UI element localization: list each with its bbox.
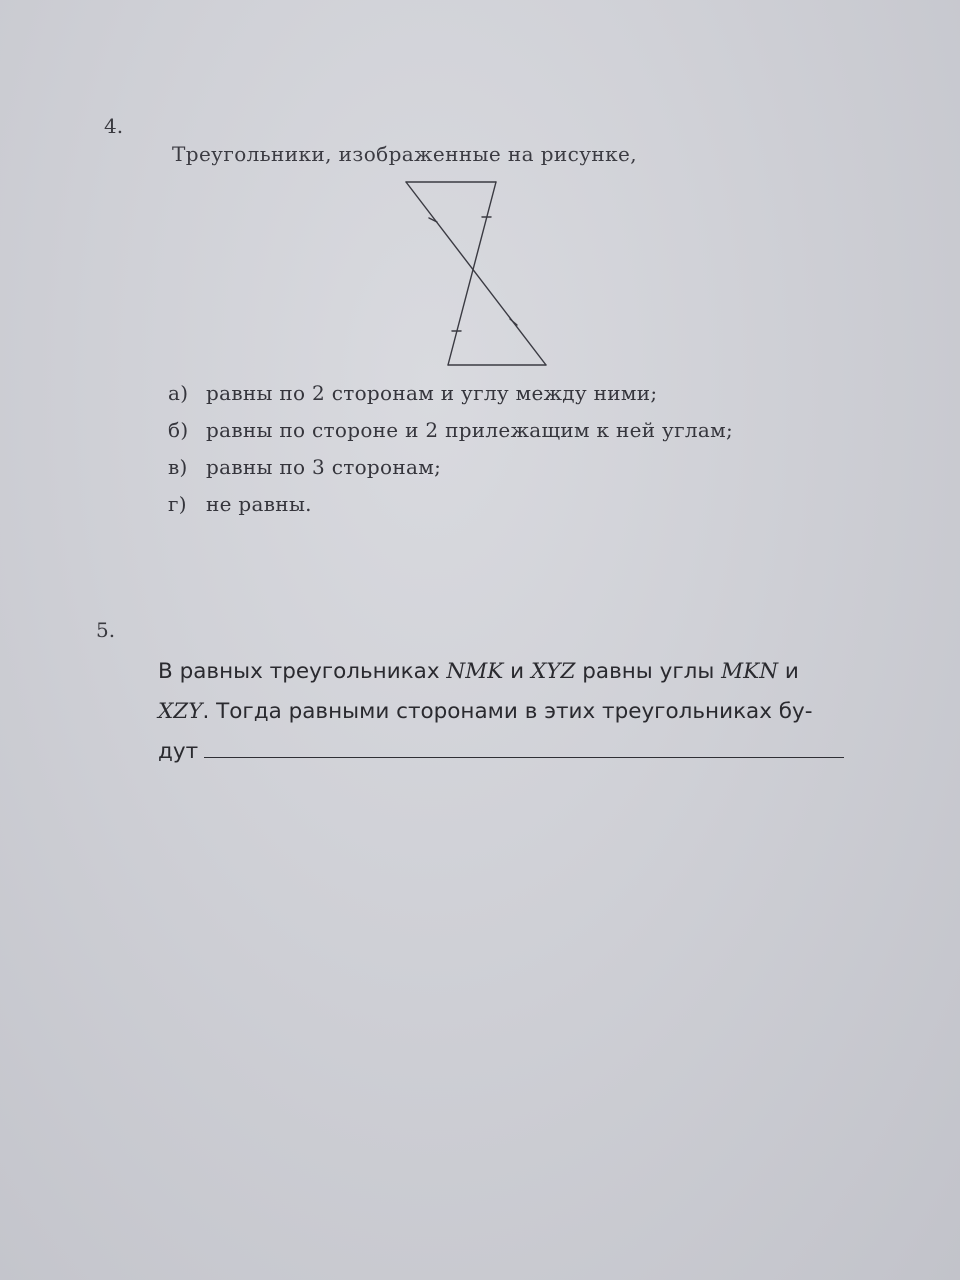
triangle-name: NMK <box>446 659 504 684</box>
question-4-text: Треугольники, изображенные на рисунке, <box>172 142 638 166</box>
text-fragment: равны углы <box>575 659 722 684</box>
option-letter: в) <box>168 455 188 479</box>
triangle-name: XYZ <box>530 659 576 684</box>
question-5-line-1 <box>158 652 858 692</box>
option-text: равны по 2 сторонам и углу между ними; <box>206 381 658 405</box>
crossed-triangles-figure <box>396 174 556 374</box>
tick-mark <box>510 319 517 325</box>
angle-name: XZY <box>158 699 203 724</box>
angle-name: MKN <box>721 659 779 684</box>
question-4-options <box>168 378 733 526</box>
option-letter: г) <box>168 492 187 516</box>
text-fragment: и <box>503 659 531 684</box>
answer-blank-line[interactable] <box>204 733 844 758</box>
option-c[interactable] <box>168 452 733 489</box>
option-b[interactable] <box>168 415 733 452</box>
option-letter: б) <box>168 418 189 442</box>
text-fragment: . Тогда равными сторонами в этих треугольниках бу- <box>202 699 813 724</box>
text-fragment: В равных треугольниках <box>158 659 447 684</box>
option-d[interactable] <box>168 489 733 526</box>
diagonal-left-to-right <box>406 182 546 365</box>
question-5-line-3 <box>158 732 858 772</box>
option-text: равны по 3 сторонам; <box>206 455 442 479</box>
option-a[interactable] <box>168 378 733 415</box>
text-fragment: дут <box>158 739 199 764</box>
question-5-line-2 <box>158 692 858 732</box>
question-4-number: 4. <box>104 114 124 138</box>
text-fragment: и <box>778 659 799 684</box>
option-text: равны по стороне и 2 прилежащим к ней углам; <box>206 418 734 442</box>
question-5-number: 5. <box>96 618 116 642</box>
option-letter: а) <box>168 381 189 405</box>
question-5-text <box>158 652 858 772</box>
option-text: не равны. <box>206 492 312 516</box>
diagonal-right-to-left <box>448 182 496 365</box>
